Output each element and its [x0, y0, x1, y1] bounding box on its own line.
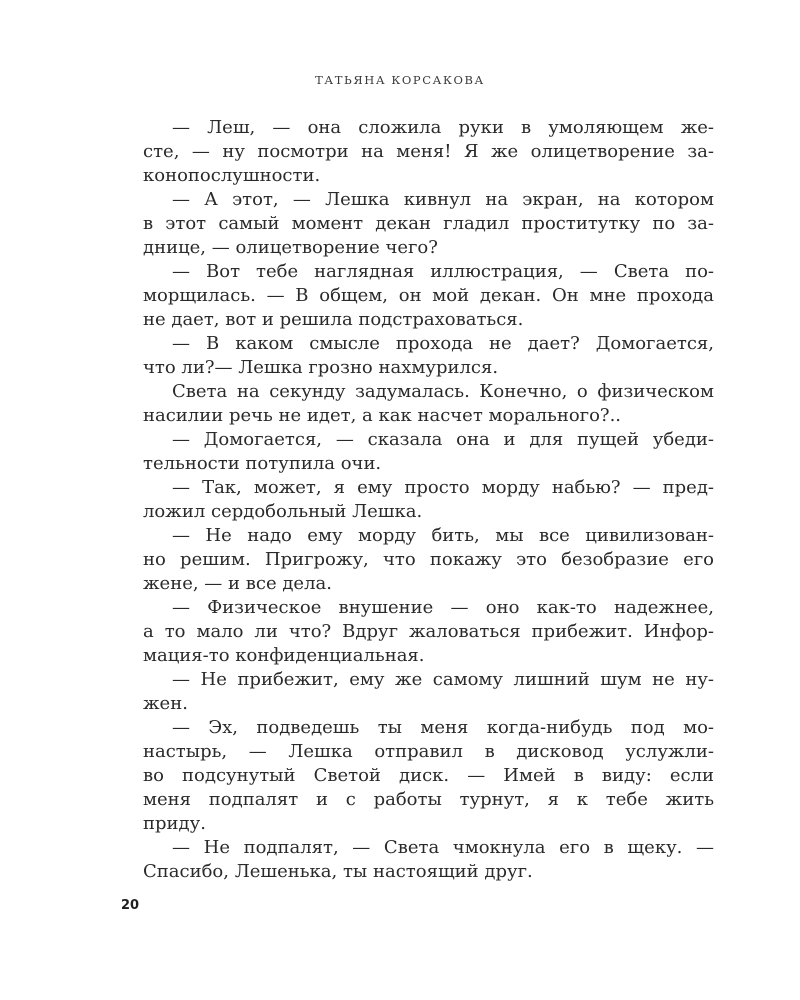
- text-line: тельности потупила очи.: [143, 453, 382, 474]
- text-line: — Эх, подведешь ты меня когда-нибудь под мо-: [172, 717, 714, 738]
- text-line: днице, — олицетворение чего?: [143, 237, 438, 258]
- text-line: — Физическое внушение — оно как-то надежнее,: [172, 597, 714, 618]
- text-line: но решим. Пригрожу, что покажу это безобразие его: [143, 549, 714, 570]
- text-line: конопослушности.: [143, 165, 321, 186]
- text-line: насилии речь не идет, а как насчет морального?..: [143, 405, 622, 426]
- body-text: [143, 116, 714, 884]
- text-line: во подсунутый Светой диск. — Имей в виду: если: [143, 765, 714, 786]
- text-line: а то мало ли что? Вдруг жаловаться прибежит. Инфор-: [143, 621, 714, 642]
- text-line: — Леш, — она сложила руки в умоляющем же-: [172, 117, 714, 138]
- text-line: — Не прибежит, ему же самому лишний шум не ну-: [172, 669, 714, 690]
- text-line: настырь, — Лешка отправил в дисковод услужли-: [143, 741, 714, 762]
- text-line: меня подпалят и с работы турнут, я к тебе жить: [143, 789, 714, 810]
- text-line: — Не надо ему морду бить, мы все цивилизован-: [172, 525, 714, 546]
- text-line: ложил сердобольный Лешка.: [143, 501, 423, 522]
- text-line: морщилась. — В общем, он мой декан. Он мне прохода: [143, 285, 714, 306]
- text-line: сте, — ну посмотри на меня! Я же олицетворение за-: [143, 141, 714, 162]
- text-line: не дает, вот и решила подстраховаться.: [143, 309, 524, 330]
- page-number: 20: [121, 898, 140, 913]
- text-line: — А этот, — Лешка кивнул на экран, на котором: [172, 189, 714, 210]
- text-line: — Не подпалят, — Света чмокнула его в щеку. —: [172, 837, 714, 858]
- text-line: жен.: [143, 693, 188, 714]
- text-line: жене, — и все дела.: [143, 573, 332, 594]
- text-line: приду.: [143, 813, 206, 834]
- text-line: в этот самый момент декан гладил проститутку по за-: [143, 213, 714, 234]
- text-line: — Вот тебе наглядная иллюстрация, — Света по-: [172, 261, 714, 282]
- text-line: Света на секунду задумалась. Конечно, о физическом: [172, 381, 714, 402]
- text-line: — В каком смысле прохода не дает? Домогается,: [172, 333, 714, 354]
- running-head: ТАТЬЯНА КОРСАКОВА: [315, 73, 485, 87]
- text-line: — Домогается, — сказала она и для пущей убеди-: [172, 429, 714, 450]
- text-line: Спасибо, Лешенька, ты настоящий друг.: [143, 861, 533, 882]
- text-line: что ли?— Лешка грозно нахмурился.: [143, 357, 499, 378]
- text-line: мация-то конфиденциальная.: [143, 645, 425, 666]
- text-line: — Так, может, я ему просто морду набью? — пред-: [172, 477, 714, 498]
